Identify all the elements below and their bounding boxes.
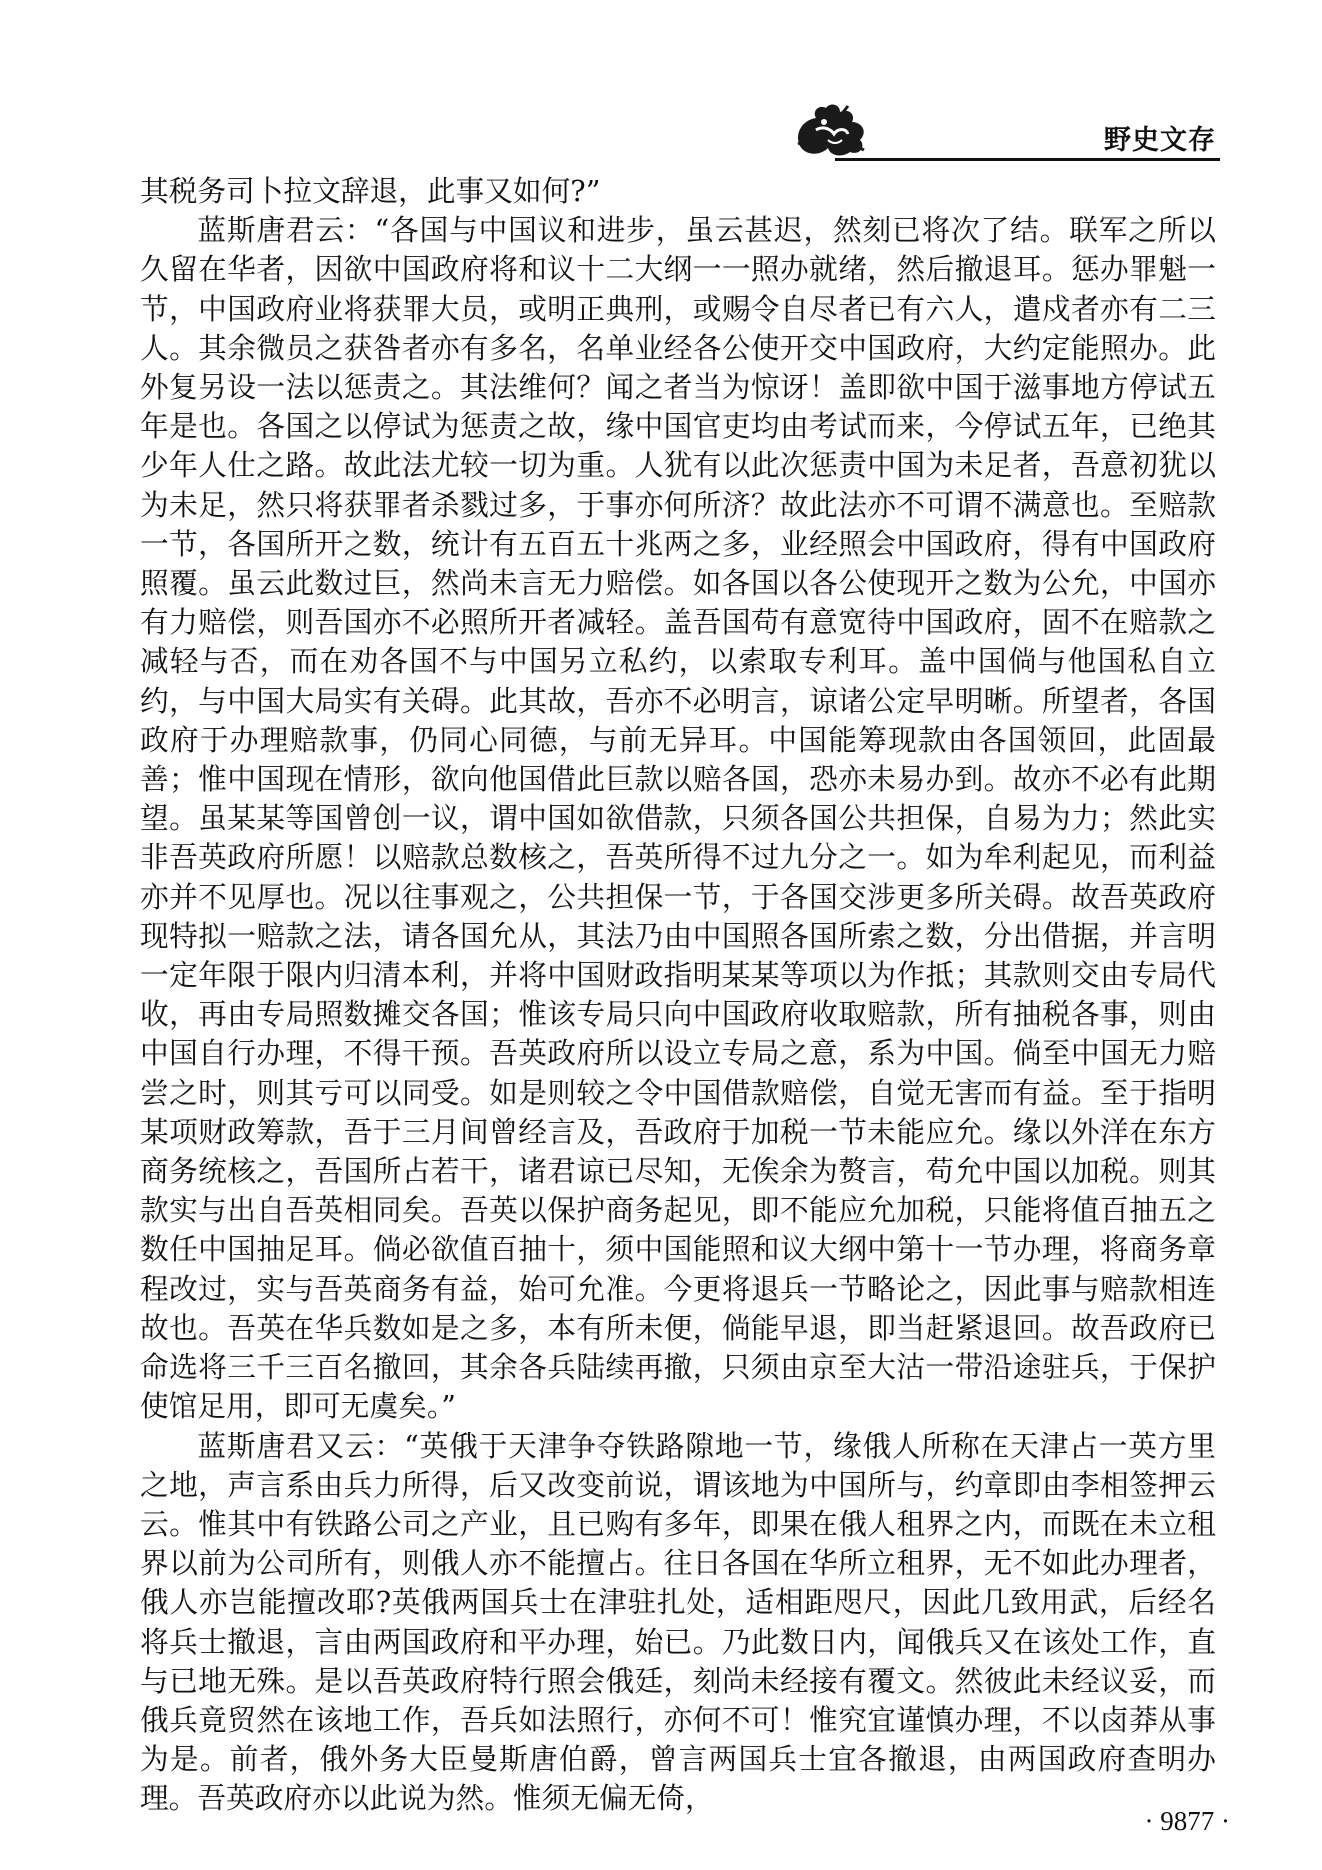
running-header	[790, 100, 1220, 170]
paragraph-continuation: 其税务司卜拉文辞退，此事又如何?”	[140, 174, 601, 208]
body-text	[140, 172, 1216, 1819]
paragraph-lansdowne-speech: 蓝斯唐君云：“各国与中国议和进步，虽云甚迟，然刻已将次了结。联军之所以久留在华者，因欲中国政府将和议十二大纲一一照办就绪，然后撤退耳。惩办罪魁一节，中国政府业将获罪大员，或明正典刑，或赐令自尽者已有六人，遣戍者亦有二三人。其余微员之获咎者亦有多名，名单业经各公使开交中国政府，大约定能照办。此外复另设一法以惩责之。其法维何？闻之者当为惊讶！盖即欲中国于滋事地方停试五年是也。各国之以停试为惩责之故，缘中国官吏均由考试而来，今停试五年，已绝其少年人仕之路。故此法尤较一切为重。人犹有以此次惩责中国为未足者，吾意初犹以为未足，然只将获罪者杀戮过多，于事亦何所济？故此法亦不可谓不满意也。至赔款一节，各国所开之数，统计有五百五十兆两之多，业经照会中国政府，得有中国政府照覆。虽云此数过巨，然尚未言无力赔偿。如各国以各公使现开之数为公允，中国亦有力赔偿，则吾国亦不必照所开者减轻。盖吾国苟有意宽待中国政府，固不在赔款之减轻与否，而在劝各国不与中国另立私约，以索取专利耳。盖中国倘与他国私自立约，与中国大局实有关碍。此其故，吾亦不必明言，谅诸公定早明晰。所望者，各国政府于办理赔款事，仍同心同德，与前无异耳。中国能筹现款由各国领回，此固最善；惟中国现在情形，欲向他国借此巨款以赔各国，恐亦未易办到。故亦不必有此期望。虽某某等国曾创一议，谓中国如欲借款，只须各国公共担保，自易为力；然此实非吾英政府所愿！以赔款总数核之，吾英所得不过九分之一。如为牟利起见，而利益亦并不见厚也。况以往事观之，公共担保一节，于各国交涉更多所关碍。故吾英政府现特拟一赔款之法，请各国允从，其法乃由中国照各国所索之数，分出借据，并言明一定年限于限内归清本利，并将中国财政指明某某等项以为作抵；其款则交由专局代收，再由专局照数摊交各国；惟该专局只向中国政府收取赔款，所有抽税各事，则由中国自行办理，不得干预。吾英政府所以设立专局之意，系为中国。倘至中国无力赔尝之时，则其亏可以同受。如是则较之令中国借款赔偿，自觉无害而有益。至于指明某项财政筹款，吾于三月间曾经言及，吾政府于加税一节未能应允。缘以外洋在东方商务统核之，吾国所占若干，诸君谅已尽知，无俟余为赘言，苟允中国以加税。则其款实与出自吾英相同矣。吾英以保护商务起见，即不能应允加税，只能将值百抽五之数任中国抽足耳。倘必欲值百抽十，须中国能照和议大纲中第十一节办理，将商务章程改过，实与吾英商务有益，始可允准。今更将退兵一节略论之，因此事与赔款相连故也。吾英在华兵数如是之多，本有所未便，倘能早退，即当赶紧退回。故吾政府已命选将三千三百名撤回，其余各兵陆续再撤，只须由京至大沽一带沿途驻兵，于保护使馆足用，即可无虞矣。”	[140, 213, 1216, 1424]
paragraph-lansdowne-tianjin: 蓝斯唐君又云：“英俄于天津争夺铁路隙地一节，缘俄人所称在天津占一英方里之地，声言系由兵力所得，后又改变前说，谓该地为中国所与，约章即由李相签押云云。惟其中有铁路公司之产业，且已购有多年，即果在俄人租界之内，而既在未立租界以前为公司所有，则俄人亦不能擅占。往日各国在华所立租界，无不如此办理者，俄人亦岂能擅改耶?英俄两国兵士在津驻扎处，适相距咫尺，因此几致用武，后经名将兵士撤退，言由两国政府和平办理，始已。乃此数日内，闻俄兵又在该处工作，直与已地无殊。是以吾英政府特行照会俄廷，刻尚未经接有覆文。然彼此未经议妥，而俄兵竟贸然在该地工作，吾兵如法照行，亦何不可！惟究宜谨慎办理，不以卤莽从事为是。前者，俄外务大臣曼斯唐伯爵，曾言两国兵士宜各撤退，由两国政府查明办理。吾英政府亦以此说为然。惟须无偏无倚，	[140, 1428, 1216, 1816]
page-number: · 9877 ·	[1144, 1806, 1230, 1836]
dragon-icon	[790, 100, 880, 162]
header-rule	[835, 158, 1220, 161]
book-title: 野史文存	[1104, 125, 1216, 156]
